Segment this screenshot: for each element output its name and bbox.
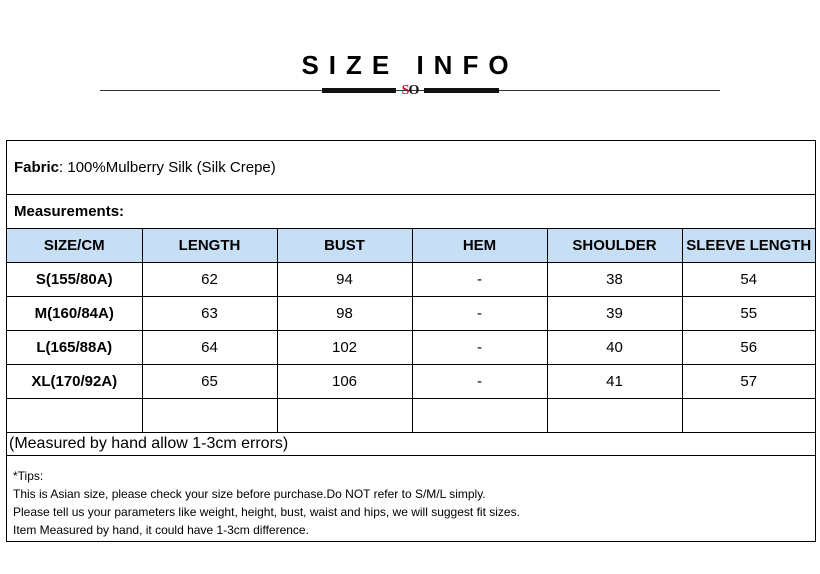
measurement-note: (Measured by hand allow 1-3cm errors) — [7, 432, 815, 456]
table-cell: 41 — [547, 365, 682, 399]
tip-line: Please tell us your parameters like weight, height, bust, waist and hips, we will suggest fit sizes. — [13, 505, 520, 519]
table-cell: 98 — [277, 297, 412, 331]
table-cell-empty — [547, 399, 682, 433]
table-cell-empty — [412, 399, 547, 433]
table-cell-empty — [142, 399, 277, 433]
table-cell-size: XL(170/92A) — [7, 365, 142, 399]
fabric-value: : 100%Mulberry Silk (Silk Crepe) — [59, 159, 276, 176]
table-cell: - — [412, 297, 547, 331]
table-cell: 40 — [547, 331, 682, 365]
table-cell-empty — [7, 399, 142, 433]
brand-logo-o: O — [408, 83, 419, 98]
title-divider-accent-right — [424, 88, 499, 93]
column-header-length: LENGTH — [142, 229, 277, 263]
table-cell: - — [412, 331, 547, 365]
tips-section — [13, 467, 813, 539]
table-cell: 94 — [277, 263, 412, 297]
table-cell: 64 — [142, 331, 277, 365]
column-header-shoulder: SHOULDER — [547, 229, 682, 263]
brand-logo — [396, 84, 424, 98]
size-table — [7, 229, 815, 433]
page-title: SIZE INFO — [301, 50, 519, 80]
table-cell-size: M(160/84A) — [7, 297, 142, 331]
table-row-empty — [7, 399, 815, 433]
tip-line: This is Asian size, please check your size before purchase.Do NOT refer to S/M/L simply. — [13, 487, 486, 501]
table-cell: 56 — [682, 331, 815, 365]
table-cell: 54 — [682, 263, 815, 297]
table-cell: 55 — [682, 297, 815, 331]
fabric-row — [7, 141, 815, 195]
tips-label: *Tips: — [13, 469, 44, 483]
table-cell-size: L(165/88A) — [7, 331, 142, 365]
column-header-size: SIZE/CM — [7, 229, 142, 263]
column-header-bust: BUST — [277, 229, 412, 263]
table-row — [7, 263, 815, 297]
table-cell: - — [412, 365, 547, 399]
tip-line: Item Measured by hand, it could have 1-3cm difference. — [13, 523, 309, 537]
table-cell: - — [412, 263, 547, 297]
table-cell: 62 — [142, 263, 277, 297]
fabric-label: Fabric — [14, 159, 60, 176]
column-header-hem: HEM — [412, 229, 547, 263]
table-row — [7, 297, 815, 331]
table-cell: 39 — [547, 297, 682, 331]
table-cell: 57 — [682, 365, 815, 399]
table-cell: 65 — [142, 365, 277, 399]
table-cell-empty — [277, 399, 412, 433]
measurements-heading: Measurements: — [7, 195, 815, 229]
table-row — [7, 331, 815, 365]
table-row — [7, 365, 815, 399]
table-cell: 38 — [547, 263, 682, 297]
table-cell: 106 — [277, 365, 412, 399]
brand-logo-s: S — [401, 83, 409, 98]
table-cell-size: S(155/80A) — [7, 263, 142, 297]
table-cell-empty — [682, 399, 815, 433]
table-cell: 63 — [142, 297, 277, 331]
table-header-row — [7, 229, 815, 263]
table-cell: 102 — [277, 331, 412, 365]
size-info-panel — [6, 140, 816, 542]
column-header-sleeve-length: SLEEVE LENGTH — [682, 229, 815, 263]
title-divider-accent-left — [322, 88, 396, 93]
